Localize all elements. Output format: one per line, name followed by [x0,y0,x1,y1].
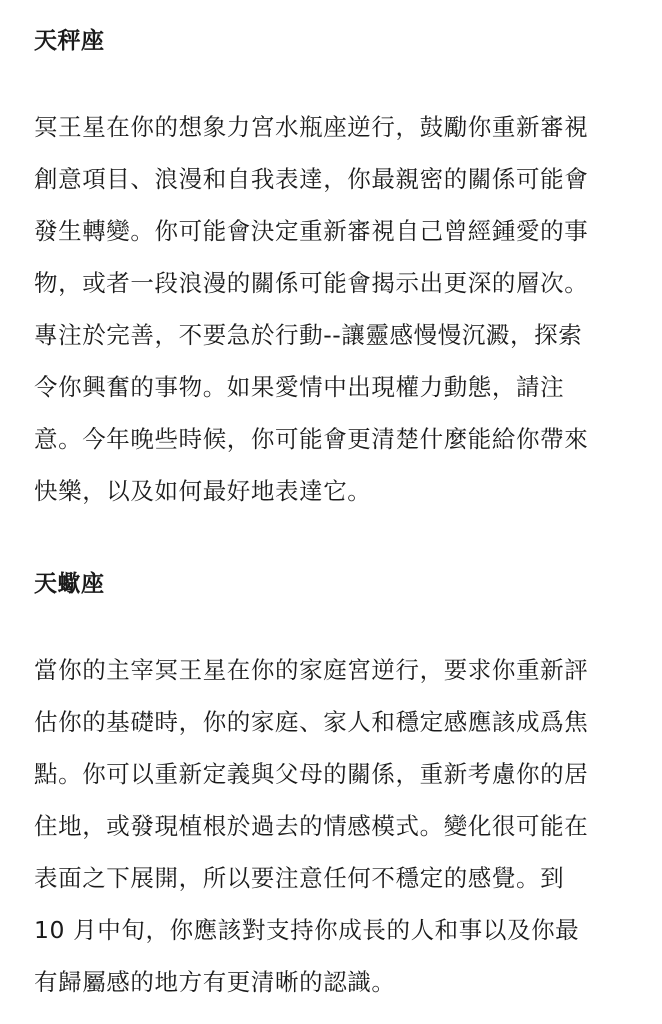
body-line: 創意項目、浪漫和自我表達，你最親密的關係可能會 [34,165,589,193]
section-body-scorpio [34,644,634,1008]
section-heading-libra: 天秤座 [34,28,105,54]
body-line: 令你興奮的事物。如果愛情中出現權力動態，請注 [34,373,565,401]
body-line: 冥王星在你的想象力宮水瓶座逆行，鼓勵你重新審視 [34,113,589,141]
body-line: 當你的主宰冥王星在你的家庭宮逆行，要求你重新評 [34,656,589,684]
body-line: 點。你可以重新定義與父母的關係，重新考慮你的居 [34,760,589,788]
body-line: 專注於完善，不要急於行動--讓靈感慢慢沉澱，探索 [34,321,583,349]
body-line: 快樂，以及如何最好地表達它。 [34,477,372,505]
body-line: 估你的基礎時，你的家庭、家人和穩定感應該成爲焦 [34,708,589,736]
body-line: 意。今年晚些時候，你可能會更清楚什麼能給你帶來 [34,425,589,453]
body-line: 發生轉變。你可能會決定重新審視自己曾經鍾愛的事 [34,217,589,245]
section-heading-scorpio: 天蠍座 [34,571,105,597]
section-body-libra [34,101,634,517]
body-line: 物，或者一段浪漫的關係可能會揭示出更深的層次。 [34,269,589,297]
body-line: 住地，或發現植根於過去的情感模式。變化很可能在 [34,812,589,840]
body-line: 有歸屬感的地方有更清晰的認識。 [34,968,396,996]
body-line: 10 月中旬，你應該對支持你成長的人和事以及你最 [34,916,580,944]
body-line: 表面之下展開，所以要注意任何不穩定的感覺。到 [34,864,565,892]
